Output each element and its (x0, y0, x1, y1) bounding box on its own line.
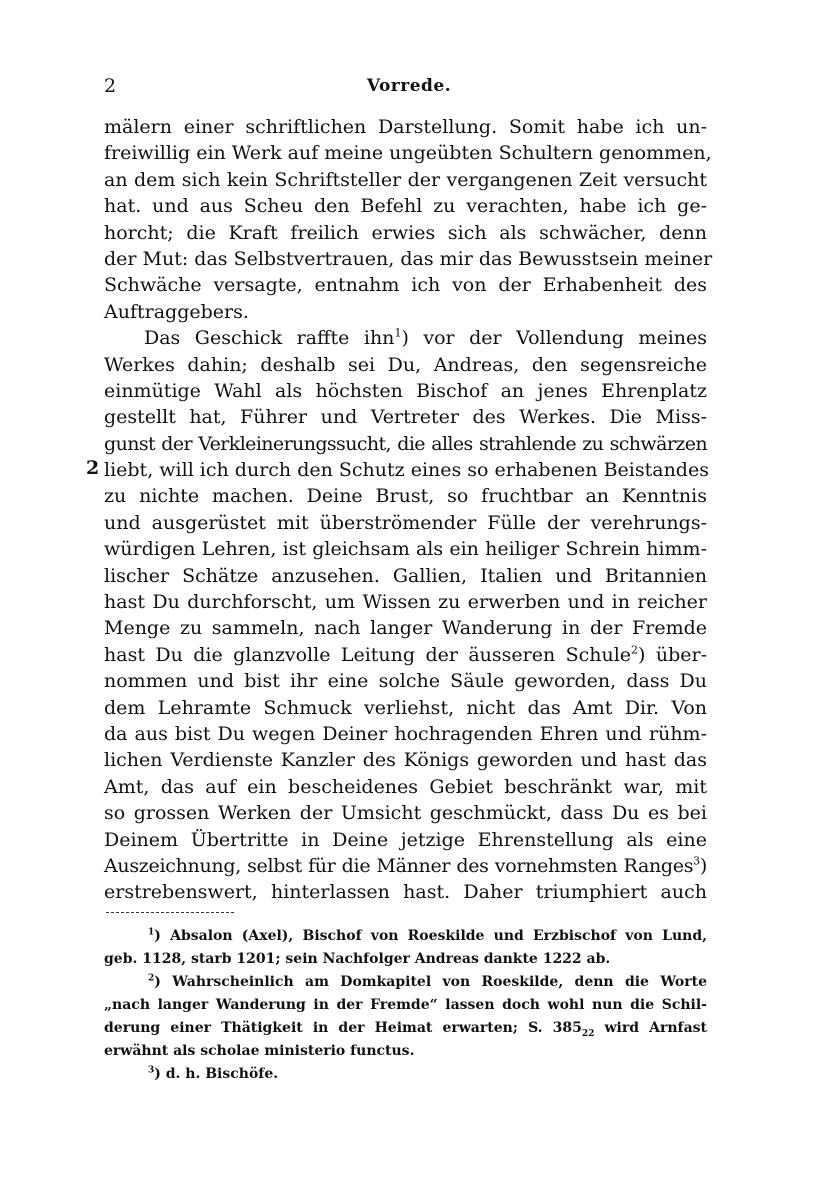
page-number: 2 (104, 75, 117, 97)
text-line: Amt, das auf ein bescheidenes Gebiet beschränkt war, mit (104, 775, 707, 798)
text-run: ) (699, 854, 707, 877)
text-line: gestellt hat, Führer und Vertreter des Werkes. Die Miss- (104, 406, 707, 429)
text-line: lichen Verdienste Kanzler des Königs geworden und hast das (104, 749, 707, 772)
text-run: Das Geschick raffte ihn (144, 327, 395, 350)
text-line: liebt, will ich durch den Schutz eines so erhabenen Beistandes (104, 459, 709, 482)
body-text (104, 114, 713, 906)
text-line: mälern einer schriftlichen Darstellung. Somit habe ich un- (104, 116, 707, 138)
text-line: Deinem Übertritte in Deine jetzige Ehrenstellung als eine (104, 828, 707, 851)
text-line (104, 853, 707, 879)
text-line: Werkes dahin; deshalb sei Du, Andreas, den segensreiche (104, 353, 707, 376)
text-run: ) Wahrscheinlich am Domkapitel von Roeskilde, denn die Worte (154, 974, 707, 990)
footnote-ref: 2 (631, 643, 639, 657)
footnote-divider (106, 912, 234, 913)
footnote-line (104, 1017, 707, 1040)
page-subscript: 22 (581, 1028, 595, 1039)
running-title: Vorrede. (366, 76, 452, 96)
text-line: Schwäche versagte, entnahm ich von der Erhabenheit des (104, 274, 707, 297)
footnote-line (104, 925, 707, 948)
text-line: würdigen Lehren, ist gleichsam als ein heiliger Schrein himm- (104, 538, 707, 561)
footnote-line (104, 1063, 707, 1086)
text-line: Menge zu sammeln, nach langer Wanderung in der Fremde (104, 617, 707, 640)
text-run: ) vor der Vollendung meines (401, 327, 708, 350)
text-run: hast Du die glanzvolle Leitung der äusseren Schule (104, 643, 632, 666)
text-run: derung einer Thätigkeit in der Heimat erwarten; S. 385 (104, 1020, 582, 1036)
text-line: so grossen Werken der Umsicht geschmückt, dass Du es bei (104, 802, 707, 825)
footnote-ref: 3 (693, 854, 700, 868)
text-line: nommen und bist ihr eine solche Säule geworden, dass Du (104, 670, 707, 693)
text-line: Auftraggebers. (104, 300, 249, 323)
text-run: ) über- (638, 643, 707, 666)
text-line: gunst der Verkleinerungssucht, die alles strahlende zu schwärzen (104, 432, 707, 455)
text-line: einmütige Wahl als höchsten Bischof an jenes Ehrenplatz (104, 379, 707, 402)
text-line: an dem sich kein Schriftsteller der vergangenen Zeit versucht (104, 168, 707, 191)
text-line (104, 642, 707, 668)
footnote-line: geb. 1128, starb 1201; sein Nachfolger Andreas dankte 1222 ab. (104, 951, 611, 967)
footnote-line (104, 971, 707, 994)
page-header (104, 74, 714, 100)
text-run: ) d. h. Bischöfe. (154, 1066, 279, 1082)
text-line: da aus bist Du wegen Deiner hochragenden Ehren und rühm- (104, 722, 707, 745)
footnote-line: erwähnt als scholae ministerio functus. (104, 1043, 415, 1059)
text-line: hat. und aus Scheu den Befehl zu verachten, habe ich ge- (104, 195, 707, 218)
text-line: freiwillig ein Werk auf meine ungeübten Schultern genommen, (104, 142, 712, 165)
footnote-marker: 1 (148, 927, 155, 938)
text-line (104, 325, 707, 351)
text-line: erstrebenswert, hinterlassen hast. Daher triumphiert auch (104, 881, 707, 904)
footnote-marker: 3 (148, 1065, 155, 1076)
text-run: Auszeichnung, selbst für die Männer des vornehmsten Ranges (104, 854, 694, 877)
text-run: wird Arnfast (594, 1020, 707, 1036)
footnote-line: „nach langer Wanderung in der Fremde“ lassen doch wohl nun die Schil- (104, 997, 707, 1013)
text-line: lischer Schätze anzusehen. Gallien, Italien und Britannien (104, 564, 707, 587)
text-line: dem Lehramte Schmuck verliehst, nicht das Amt Dir. Von (104, 696, 707, 719)
text-line: zu nichte machen. Deine Brust, so fruchtbar an Kenntnis (104, 485, 707, 508)
text-line: der Mut: das Selbstvertrauen, das mir das Bewusstsein meiner (104, 247, 713, 270)
text-line: horcht; die Kraft freilich erwies sich als schwächer, denn (104, 221, 707, 244)
margin-section-number: 2 (86, 457, 100, 479)
footnote-ref: 1 (394, 326, 402, 340)
text-line: hast Du durchforscht, um Wissen zu erwerben und in reicher (104, 591, 707, 614)
text-run: ) Absalon (Axel), Bischof von Roeskilde und Erzbischof von Lund, (154, 928, 707, 944)
text-line: und ausgerüstet mit überströmender Fülle der verehrungs- (104, 511, 707, 534)
footnotes (104, 925, 707, 1086)
footnote-marker: 2 (148, 973, 155, 984)
